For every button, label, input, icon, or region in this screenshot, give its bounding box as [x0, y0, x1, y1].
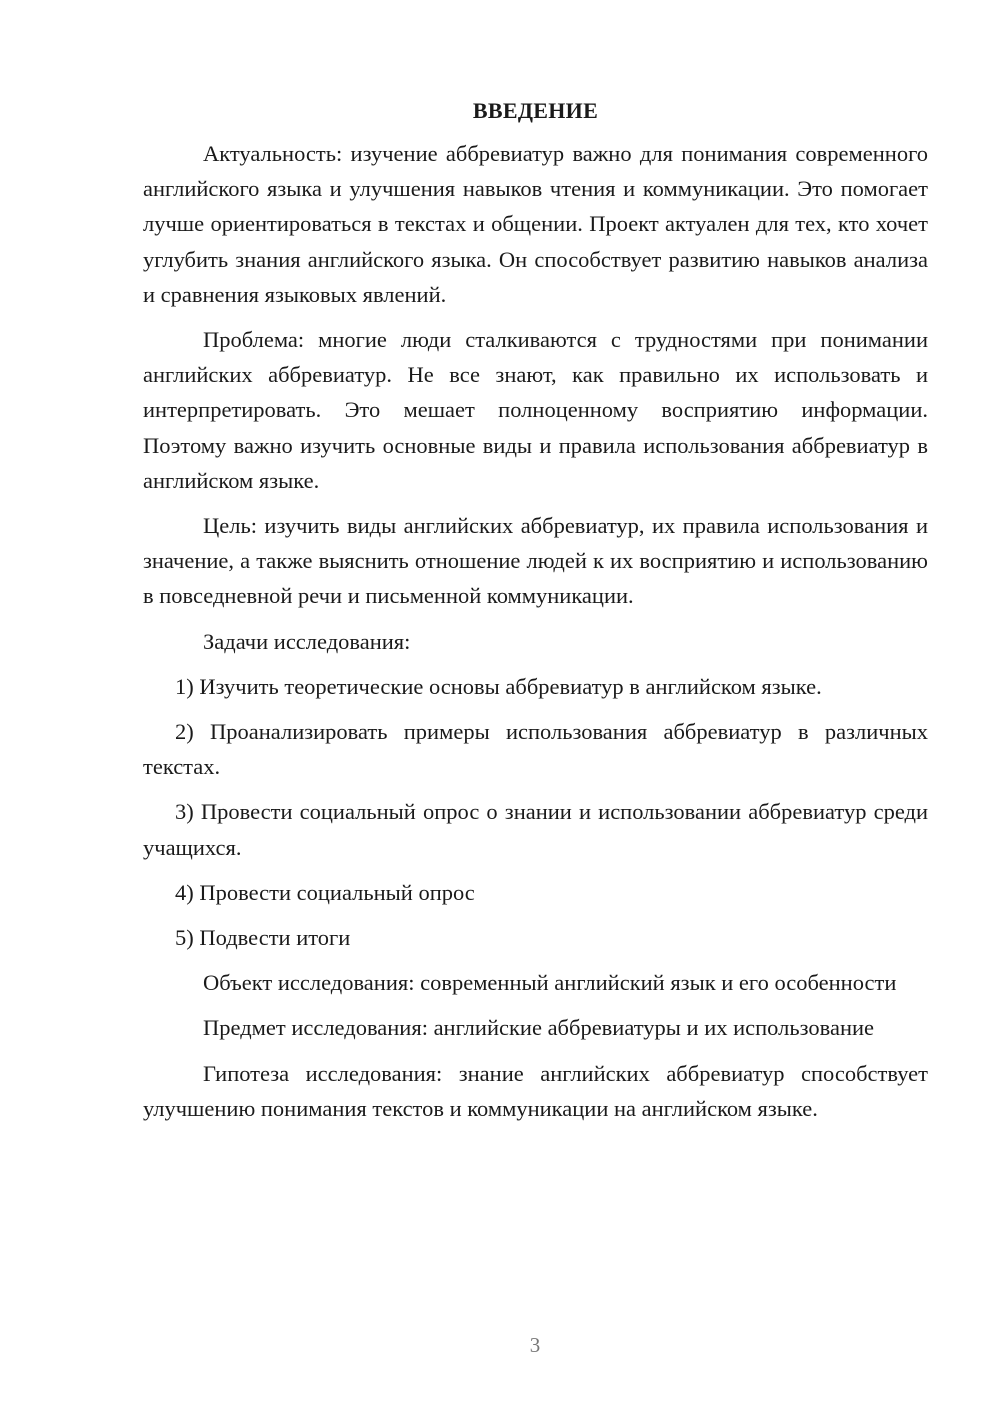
document-page	[143, 94, 928, 1126]
hypothesis-paragraph: Гипотеза исследования: знание английских аббревиатур способствует улучшению понимания текстов и коммуникации на английском языке.	[143, 1060, 928, 1121]
goal-paragraph: Цель: изучить виды английских аббревиатур, их правила использования и значение, а также выяснить отношение людей к их восприятию и использованию в повседневной речи и письменной коммуникации.	[143, 513, 928, 609]
section-title: ВВЕДЕНИЕ	[472, 98, 599, 123]
task-item-3: 3) Провести социальный опрос о знании и использовании аббревиатур среди учащихся.	[143, 799, 928, 860]
task-item-2: 2) Проанализировать примеры использования аббревиатур в различных текстах.	[143, 719, 928, 780]
object-paragraph: Объект исследования: современный английский язык и его особенности	[203, 970, 897, 996]
page-number: 3	[529, 1333, 541, 1357]
task-item-4: 4) Провести социальный опрос	[175, 879, 475, 905]
task-item-1: 1) Изучить теоретические основы аббревиатур в английском языке.	[175, 673, 822, 699]
subject-paragraph: Предмет исследования: английские аббревиатуры и их использование	[203, 1015, 875, 1041]
relevance-paragraph: Актуальность: изучение аббревиатур важно для понимания современного английского языка и улучшения навыков чтения и коммуникации. Это помогает лучше ориентироваться в текстах и общении. Проект актуален для тех, кто хочет углубить знания английского языка. Он способствует развитию навыков анализа и сравнения языковых явлений.	[143, 141, 928, 307]
tasks-heading: Задачи исследования:	[203, 628, 411, 654]
task-item-5: 5) Подвести итоги	[175, 925, 351, 951]
problem-paragraph: Проблема: многие люди сталкиваются с трудностями при понимании английских аббревиатур. Не все знают, как правильно их использовать и интерпретировать. Это мешает полноценному восприятию информации. Поэтому важно изучить основные виды и правила использования аббревиатур в английском языке.	[143, 327, 928, 493]
